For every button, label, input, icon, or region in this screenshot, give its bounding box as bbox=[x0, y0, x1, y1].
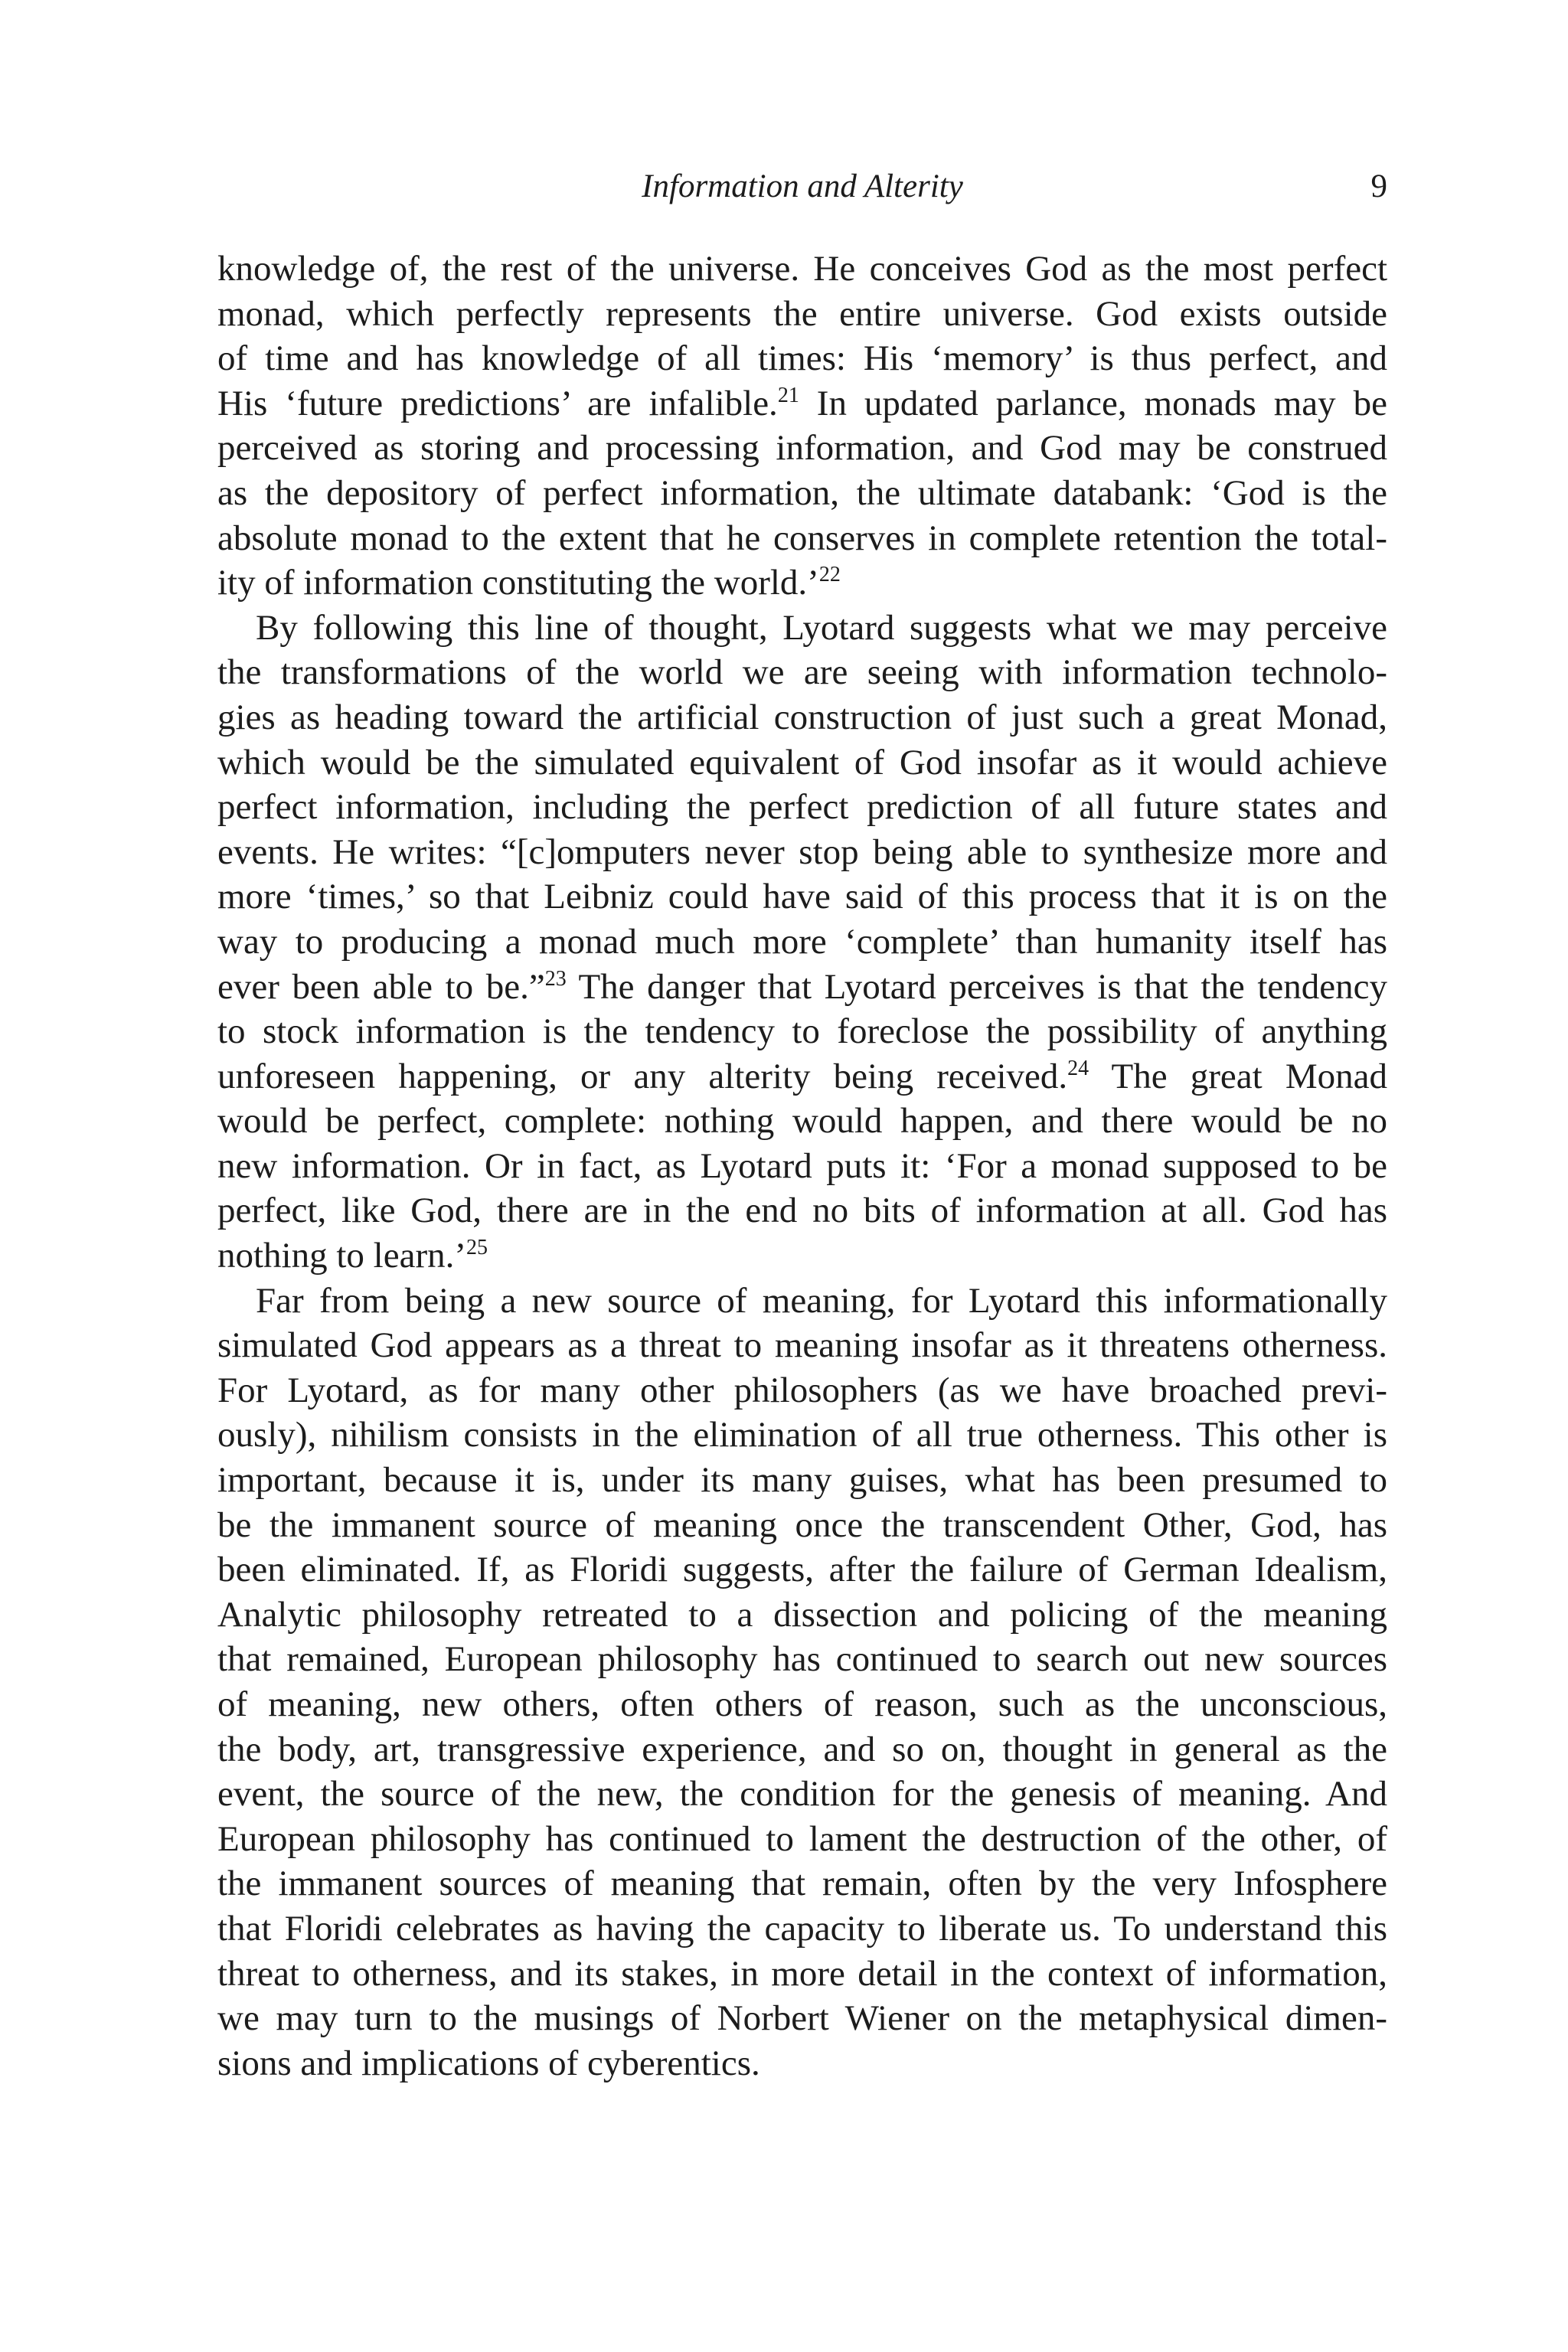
text-line bbox=[217, 1817, 1387, 1862]
text-run: the transformations of the world we are seeing with information technolo- bbox=[217, 652, 1387, 693]
paragraph bbox=[217, 1279, 1387, 2086]
text-run: the immanent sources of meaning that remain, often by the very Infosphere bbox=[217, 1864, 1387, 1904]
text-run: monad, which perfectly represents the entire universe. God exists outside bbox=[217, 293, 1387, 334]
text-line bbox=[217, 1547, 1387, 1592]
text-run: absolute monad to the extent that he conserves in complete retention the total- bbox=[217, 518, 1387, 558]
text-line bbox=[217, 695, 1387, 740]
text-line bbox=[217, 1503, 1387, 1548]
text-run: For Lyotard, as for many other philosophers (as we have broached previ- bbox=[217, 1370, 1387, 1410]
text-line bbox=[217, 1054, 1387, 1099]
text-run: that remained, European philosophy has continued to search out new sources bbox=[217, 1639, 1387, 1680]
text-run: be the immanent source of meaning once the transcendent Other, God, has bbox=[217, 1504, 1387, 1545]
text-run: more ‘times,’ so that Leibniz could have said of this process that it is on the bbox=[217, 877, 1387, 917]
text-run: Far from being a new source of meaning, for Lyotard this informationally bbox=[256, 1280, 1387, 1321]
text-line bbox=[217, 1188, 1387, 1233]
text-run: been eliminated. If, as Floridi suggests, after the failure of German Idealism, bbox=[217, 1550, 1387, 1590]
paragraph bbox=[217, 606, 1387, 1279]
text-run: to stock information is the tendency to foreclose the possibility of anything bbox=[217, 1011, 1387, 1052]
text-line bbox=[217, 381, 1387, 426]
text-run: ever been able to be.” bbox=[217, 966, 545, 1007]
text-line bbox=[217, 1592, 1387, 1638]
text-run: the body, art, transgressive experience, and so on, thought in general as the bbox=[217, 1729, 1387, 1769]
text-line bbox=[217, 650, 1387, 695]
text-line bbox=[217, 1144, 1387, 1189]
text-run: as the depository of perfect information, the ultimate databank: ‘God is the bbox=[217, 472, 1387, 513]
text-line bbox=[217, 292, 1387, 337]
text-line bbox=[217, 471, 1387, 516]
text-line bbox=[217, 1323, 1387, 1368]
text-run: we may turn to the musings of Norbert Wiener on the metaphysical dimen- bbox=[217, 1998, 1387, 2039]
text-line bbox=[217, 1727, 1387, 1772]
text-run: The danger that Lyotard perceives is that the tendency bbox=[566, 966, 1387, 1007]
text-run: perceived as storing and processing information, and God may be construed bbox=[217, 428, 1387, 469]
text-line bbox=[217, 785, 1387, 830]
text-run: important, because it is, under its many guises, what has been presumed to bbox=[217, 1460, 1387, 1501]
text-line bbox=[217, 560, 1387, 606]
text-run: His ‘future predictions’ are infalible. bbox=[217, 383, 778, 423]
text-line bbox=[217, 516, 1387, 561]
running-head bbox=[217, 164, 1387, 210]
text-line bbox=[217, 1906, 1387, 1952]
text-run: In updated parlance, monads may be bbox=[799, 383, 1387, 423]
text-line bbox=[217, 247, 1387, 292]
text-line bbox=[217, 336, 1387, 381]
text-line bbox=[217, 1772, 1387, 1817]
text-line bbox=[217, 1279, 1387, 1324]
text-line bbox=[217, 830, 1387, 875]
text-run: which would be the simulated equivalent of God insofar as it would achieve bbox=[217, 742, 1387, 782]
footnote-marker: 23 bbox=[544, 966, 567, 991]
footnote-marker: 25 bbox=[466, 1236, 488, 1260]
text-run: knowledge of, the rest of the universe. He conceives God as the most perfect bbox=[217, 249, 1387, 289]
text-line bbox=[217, 1861, 1387, 1906]
text-run: would be perfect, complete: nothing would happen, and there would be no bbox=[217, 1101, 1387, 1142]
text-line bbox=[217, 606, 1387, 651]
text-line bbox=[217, 1458, 1387, 1503]
footnote-marker: 24 bbox=[1067, 1056, 1089, 1080]
text-line bbox=[217, 1233, 1387, 1279]
text-line bbox=[217, 1996, 1387, 2041]
text-line bbox=[217, 1952, 1387, 1997]
text-run: ity of information constituting the world.’ bbox=[217, 563, 819, 603]
body-text bbox=[217, 247, 1387, 2086]
text-line bbox=[217, 874, 1387, 920]
text-run: of time and has knowledge of all times: His ‘memory’ is thus perfect, and bbox=[217, 338, 1387, 379]
text-line bbox=[217, 965, 1387, 1010]
text-line bbox=[217, 1413, 1387, 1458]
footnote-marker: 21 bbox=[777, 383, 799, 407]
text-run: Analytic philosophy retreated to a dissection and policing of the meaning bbox=[217, 1594, 1387, 1635]
text-line bbox=[217, 1682, 1387, 1727]
text-run: that Floridi celebrates as having the capacity to liberate us. To understand this bbox=[217, 1908, 1387, 1949]
text-run: new information. Or in fact, as Lyotard puts it: ‘For a monad supposed to be bbox=[217, 1145, 1387, 1186]
text-run: sions and implications of cyberentics. bbox=[217, 2043, 760, 2083]
running-title: Information and Alterity bbox=[642, 168, 963, 204]
text-run: of meaning, new others, often others of reason, such as the unconscious, bbox=[217, 1684, 1387, 1724]
text-run: The great Monad bbox=[1089, 1056, 1387, 1096]
text-run: gies as heading toward the artificial construction of just such a great Monad, bbox=[217, 697, 1387, 737]
text-line bbox=[217, 920, 1387, 965]
text-run: perfect information, including the perfect prediction of all future states and bbox=[217, 787, 1387, 828]
text-run: simulated God appears as a threat to meaning insofar as it threatens otherness. bbox=[217, 1325, 1387, 1366]
text-run: events. He writes: “[c]omputers never stop being able to synthesize more and bbox=[217, 831, 1387, 872]
text-run: threat to otherness, and its stakes, in more detail in the context of information, bbox=[217, 1953, 1387, 1994]
text-line bbox=[217, 426, 1387, 471]
text-line bbox=[217, 1009, 1387, 1054]
text-run: By following this line of thought, Lyotard suggests what we may perceive bbox=[256, 607, 1387, 648]
text-run: nothing to learn.’ bbox=[217, 1236, 467, 1276]
text-run: perfect, like God, there are in the end no bits of information at all. God has bbox=[217, 1191, 1387, 1231]
footnote-marker: 22 bbox=[818, 563, 841, 587]
text-line bbox=[217, 2041, 1387, 2086]
text-run: unforeseen happening, or any alterity being received. bbox=[217, 1056, 1068, 1096]
text-run: event, the source of the new, the condition for the genesis of meaning. And bbox=[217, 1774, 1387, 1815]
text-line bbox=[217, 740, 1387, 786]
paragraph bbox=[217, 247, 1387, 606]
text-run: way to producing a monad much more ‘complete’ than humanity itself has bbox=[217, 921, 1387, 962]
text-line bbox=[217, 1099, 1387, 1144]
text-run: European philosophy has continued to lament the destruction of the other, of bbox=[217, 1818, 1387, 1859]
text-line bbox=[217, 1368, 1387, 1413]
page-number: 9 bbox=[1370, 168, 1387, 204]
text-run: ously), nihilism consists in the elimination of all true otherness. This other is bbox=[217, 1415, 1387, 1455]
text-line bbox=[217, 1637, 1387, 1682]
